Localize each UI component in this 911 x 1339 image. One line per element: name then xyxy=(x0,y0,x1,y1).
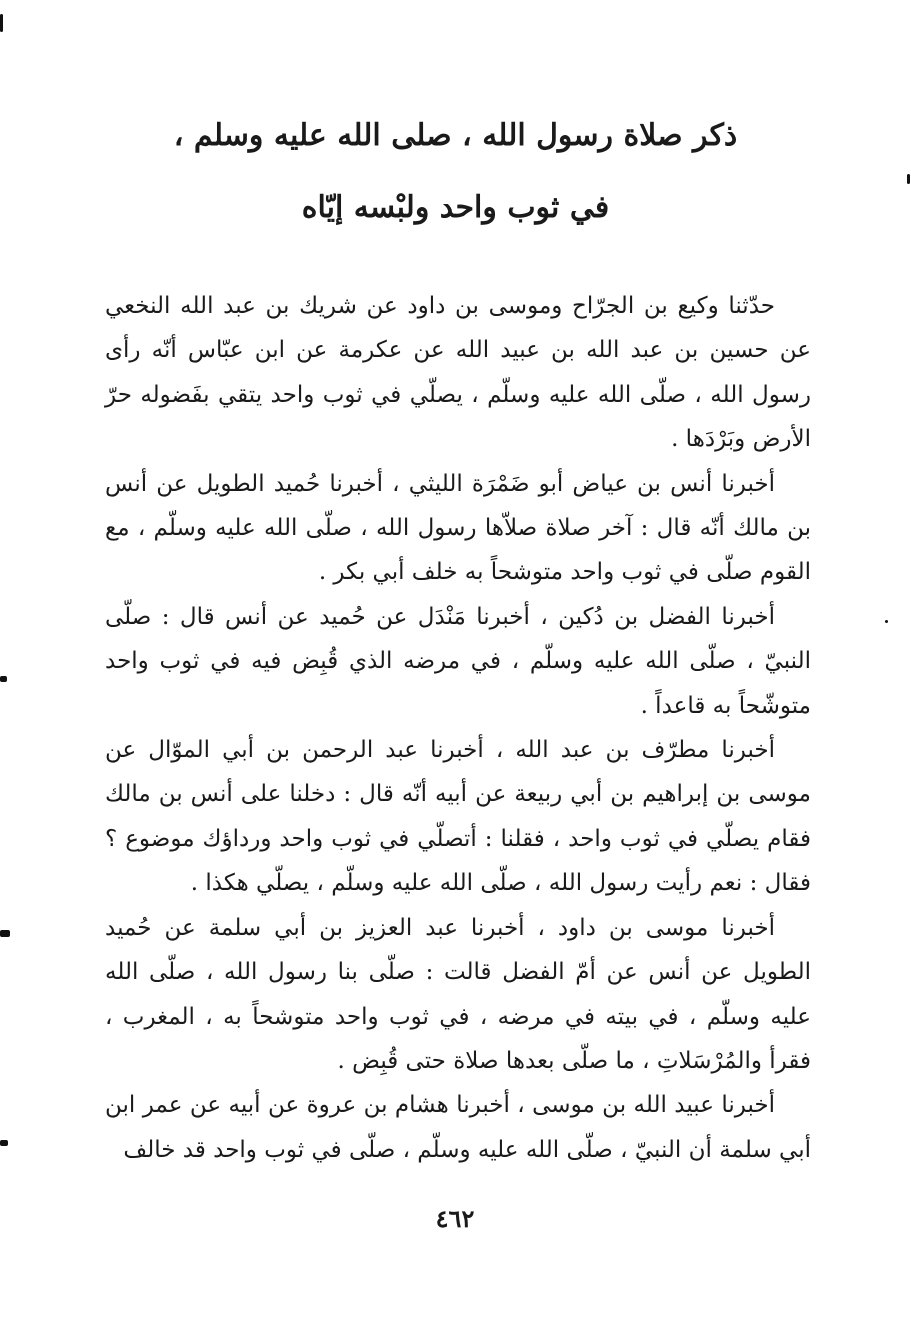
chapter-title-line-2: في ثوب واحد ولبْسه إيّاه xyxy=(301,190,610,225)
scan-artifact xyxy=(0,1140,8,1146)
chapter-title-line-1: ذكر صلاة رسول الله ، صلى الله عليه وسلم ، xyxy=(173,118,738,153)
paragraph: أخبرنا عبيد الله بن موسى ، أخبرنا هشام بن عروة عن أبيه عن عمر ابن أبي سلمة أن النبيّ ، صلّى الله عليه وسلّم ، صلّى في ثوب واحد قد خالف xyxy=(105,1092,811,1163)
scan-artifact xyxy=(885,620,888,623)
scan-artifact xyxy=(0,676,7,682)
paragraph: حدّثنا وكيع بن الجرّاح وموسى بن داود عن شريك بن عبد الله النخعي عن حسين بن عبد الله بن عبيد الله عن عكرمة عن ابن عبّاس أنّه رأى رسول الله ، صلّى الله عليه وسلّم ، يصلّي في ثوب واحد يتقي بفَضوله حرّ الأرض وبَرْدَها . xyxy=(105,293,811,453)
paragraph: أخبرنا أنس بن عياض أبو ضَمْرَة الليثي ، أخبرنا حُميد الطويل عن أنس بن مالك أنّه قال : آخر صلاة صلاّها رسول الله ، صلّى الله عليه وسلّم ، مع القوم صلّى في ثوب واحد متوشحاً به خلف أبي بكر . xyxy=(105,470,811,586)
scan-artifact xyxy=(0,930,10,937)
scan-artifact xyxy=(0,14,3,32)
scan-artifact xyxy=(907,174,910,184)
body-text xyxy=(105,284,811,1172)
page-number: ٤٦٢ xyxy=(435,1204,475,1233)
paragraph: أخبرنا موسى بن داود ، أخبرنا عبد العزيز بن أبي سلمة عن حُميد الطويل عن أنس عن أمّ الفضل قالت : صلّى بنا رسول الله ، صلّى الله عليه وسلّم ، في بيته في مرضه ، في ثوب واحد متوشحاً به ، المغرب ، فقرأ والمُرْسَلاتِ ، ما صلّى بعدها صلاة حتى قُبِض . xyxy=(105,914,811,1074)
paragraph: أخبرنا الفضل بن دُكين ، أخبرنا مَنْدَل عن حُميد عن أنس قال : صلّى النبيّ ، صلّى الله عليه وسلّم ، في مرضه الذي قُبِض فيه في ثوب واحد متوشّحاً به قاعداً . xyxy=(105,603,811,719)
paragraph: أخبرنا مطرّف بن عبد الله ، أخبرنا عبد الرحمن بن أبي الموّال عن موسى بن إبراهيم بن أبي ربيعة عن أبيه أنّه قال : دخلنا على أنس بن مالك فقام يصلّي في ثوب واحد ، فقلنا : أتصلّي في ثوب واحد ورداؤك موضوع ؟ فقال : نعم رأيت رسول الله ، صلّى الله عليه وسلّم ، يصلّي هكذا . xyxy=(105,737,811,897)
